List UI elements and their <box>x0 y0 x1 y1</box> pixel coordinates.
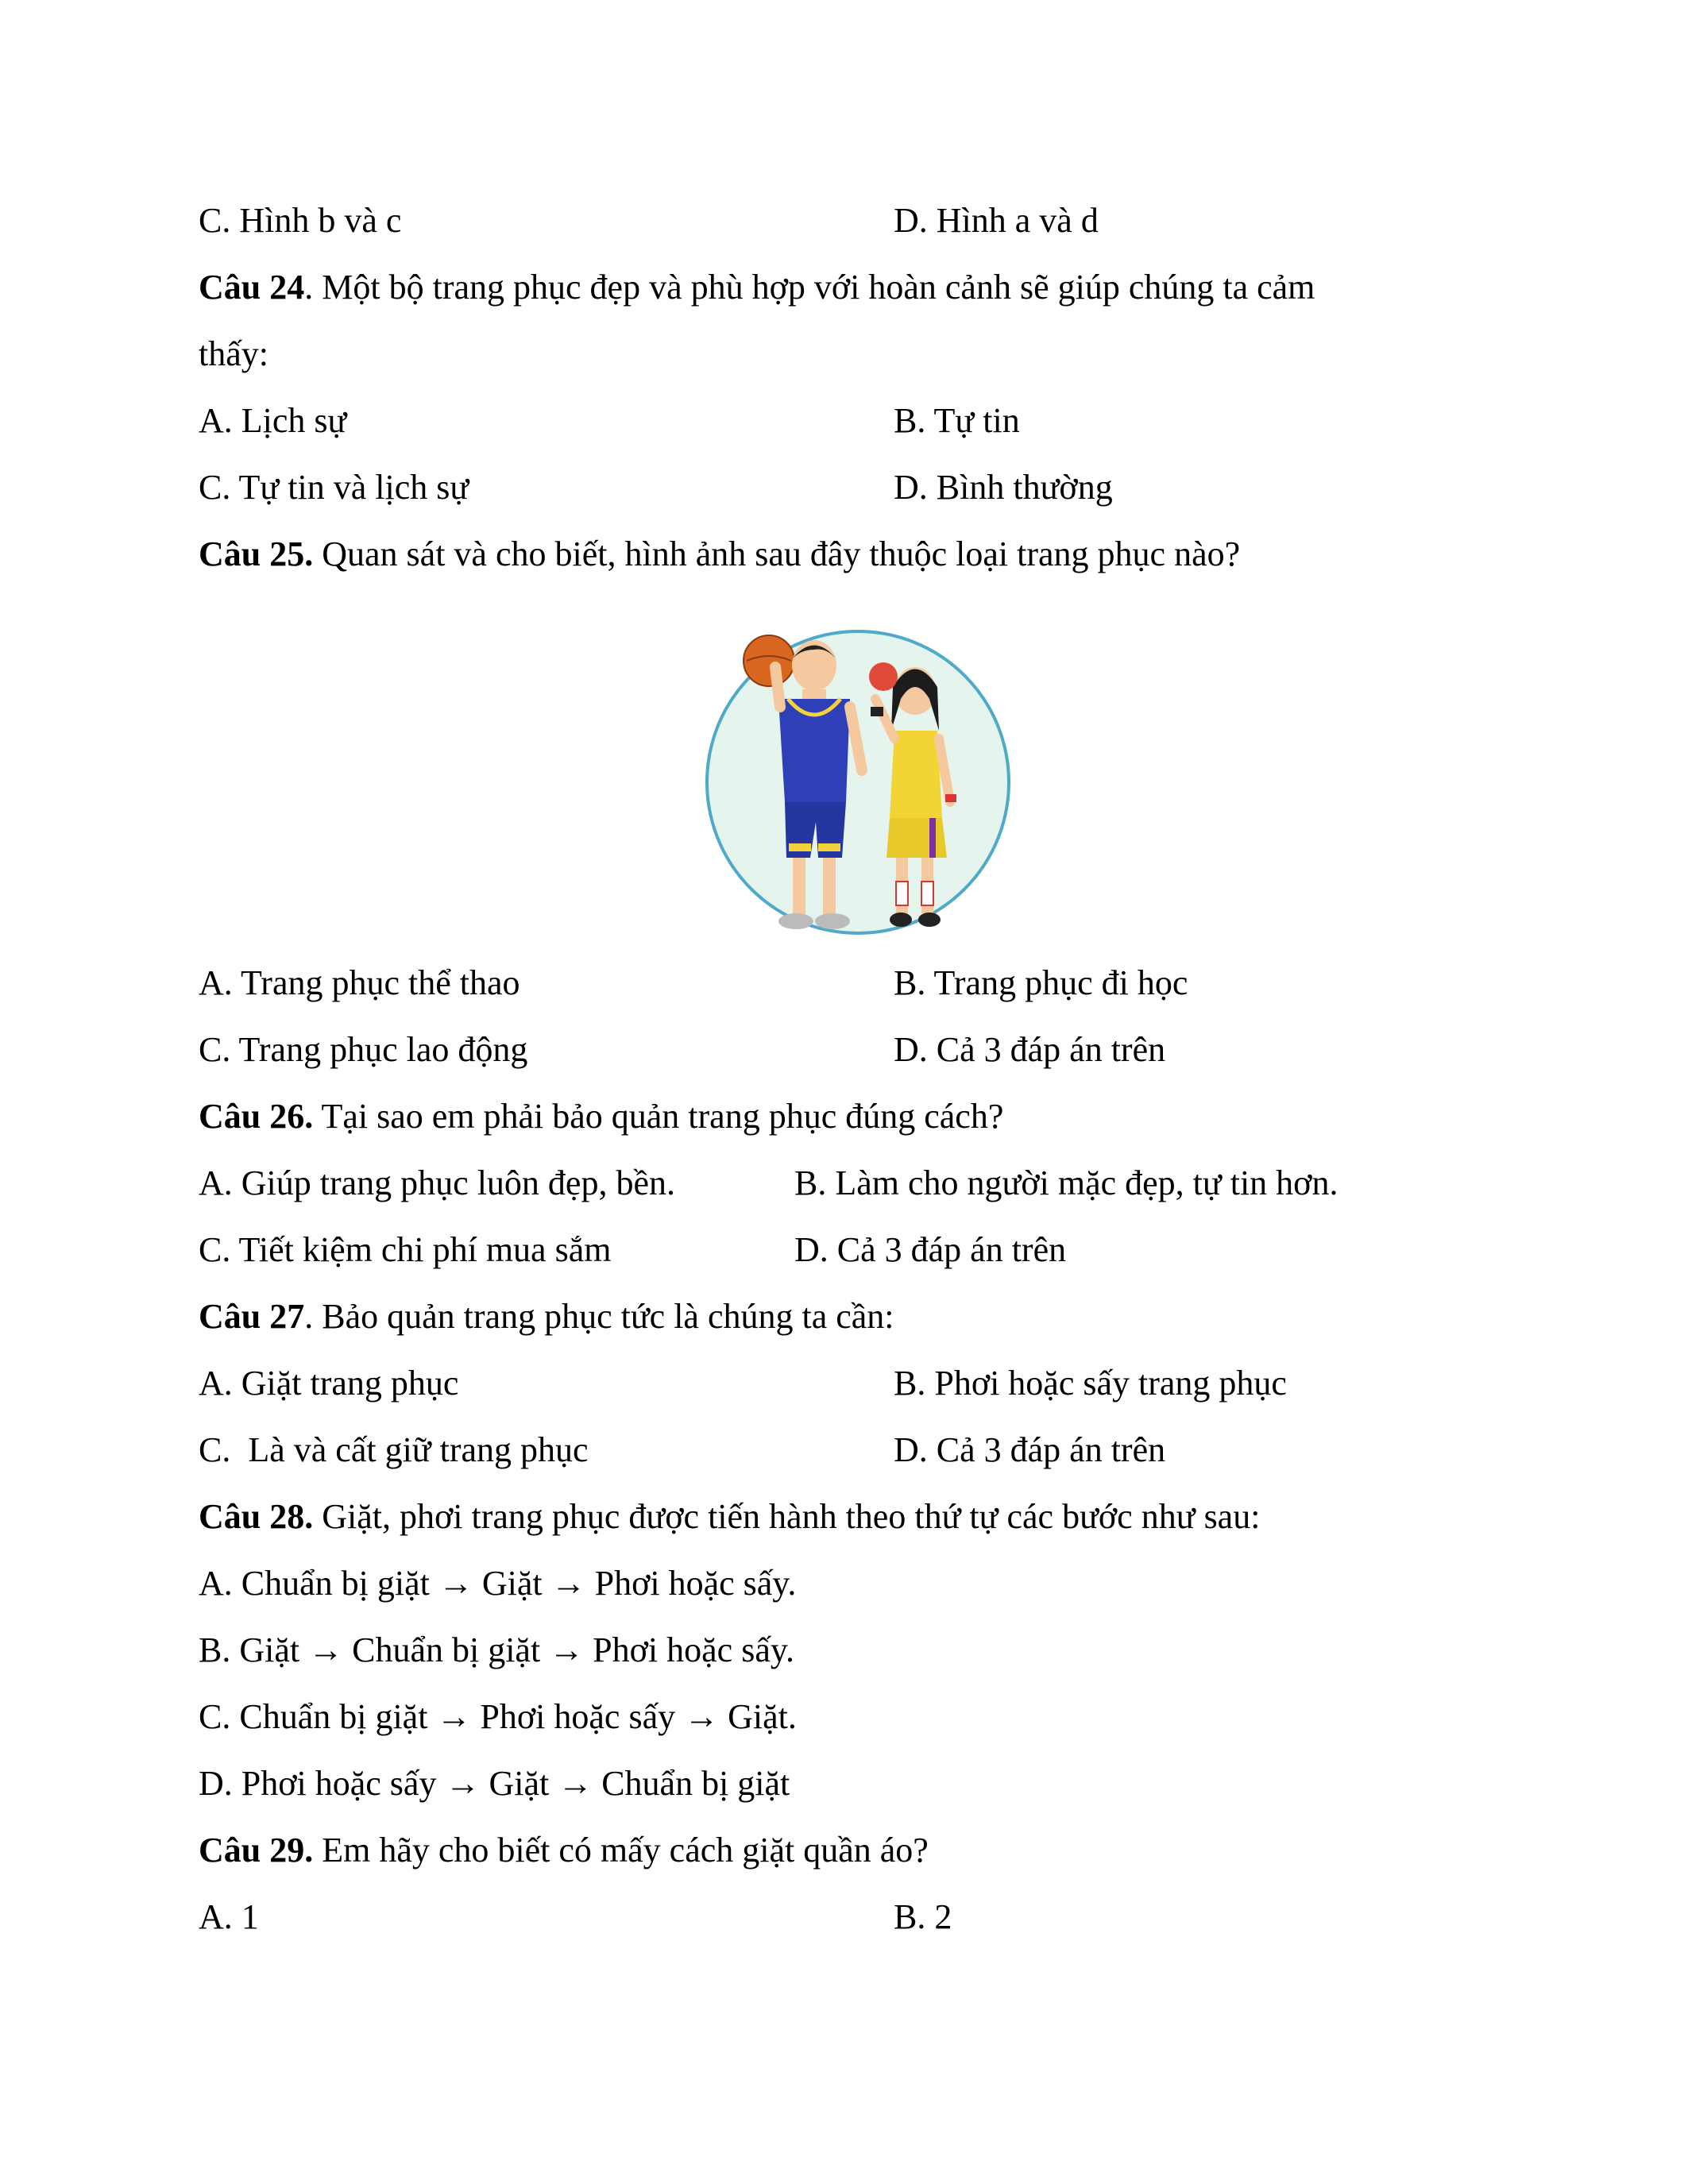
q26-option-b: B. Làm cho người mặc đẹp, tự tin hơn. <box>794 1163 1338 1202</box>
q29-question <box>199 1827 929 1874</box>
q25-row-cd <box>199 1026 1166 1074</box>
q25-option-c: C. Trang phục lao động <box>199 1030 528 1069</box>
q24-question <box>199 264 1315 311</box>
q25-label: Câu 25. <box>199 534 314 573</box>
q29-option-b: B. 2 <box>894 1897 952 1936</box>
q24-option-c: C. Tự tin và lịch sự <box>199 468 469 507</box>
q27-question <box>199 1293 894 1341</box>
q26-option-c: C. Tiết kiệm chi phí mua sắm <box>199 1230 612 1269</box>
q29-label: Câu 29. <box>199 1831 314 1870</box>
q24-text-1: . Một bộ trang phục đẹp và phù hợp với hoàn cảnh sẽ giúp chúng ta cảm <box>304 268 1315 307</box>
q23-option-c: C. Hình b và c <box>199 201 402 240</box>
q26-row-ab <box>199 1160 1338 1207</box>
q27-label: Câu 27 <box>199 1297 305 1336</box>
q28-question <box>199 1493 1260 1541</box>
q24-row-ab <box>199 397 1020 445</box>
q24-label: Câu 24 <box>199 268 305 307</box>
sportswear-icon <box>699 619 1017 945</box>
q28-option-a: A. Chuẩn bị giặt → Giặt → Phơi hoặc sấy. <box>199 1564 797 1603</box>
q27-row-ab <box>199 1360 1287 1407</box>
q25-row-ab <box>199 959 1188 1007</box>
q28-option-c: C. Chuẩn bị giặt → Phơi hoặc sấy → Giặt. <box>199 1697 797 1736</box>
q26-option-d: D. Cả 3 đáp án trên <box>794 1230 1067 1269</box>
q24-row-cd <box>199 464 1113 511</box>
q28-text: Giặt, phơi trang phục được tiến hành theo thứ tự các bước như sau: <box>313 1497 1261 1536</box>
q26-question <box>199 1093 1003 1140</box>
q24-option-b: B. Tự tin <box>894 401 1020 440</box>
q29-row-ab <box>199 1893 952 1941</box>
q27-option-c: C. Là và cất giữ trang phục <box>199 1430 589 1469</box>
q26-option-a: A. Giúp trang phục luôn đẹp, bền. <box>199 1163 675 1202</box>
q26-row-cd <box>199 1226 1067 1274</box>
q25-text: Quan sát và cho biết, hình ảnh sau đây thuộc loại trang phục nào? <box>313 534 1241 573</box>
q27-row-cd <box>199 1426 1166 1474</box>
q28-option-b: B. Giặt → Chuẩn bị giặt → Phơi hoặc sấy. <box>199 1630 794 1669</box>
q29-option-a: A. 1 <box>199 1897 259 1936</box>
q27-option-b: B. Phơi hoặc sấy trang phục <box>894 1364 1287 1403</box>
q25-question <box>199 531 1240 578</box>
q24-option-a: A. Lịch sự <box>199 401 347 440</box>
q25-option-b: B. Trang phục đi học <box>894 963 1188 1002</box>
q24-text-2: thấy: <box>199 334 268 373</box>
q25-option-d: D. Cả 3 đáp án trên <box>894 1030 1166 1069</box>
q28-label: Câu 28. <box>199 1497 314 1536</box>
q26-text: Tại sao em phải bảo quản trang phục đúng cách? <box>313 1097 1004 1136</box>
q23-row-cd <box>199 197 1099 245</box>
q25-option-a: A. Trang phục thể thao <box>199 963 520 1002</box>
q27-option-d: D. Cả 3 đáp án trên <box>894 1430 1166 1469</box>
q29-text: Em hãy cho biết có mấy cách giặt quần áo? <box>313 1831 929 1870</box>
q23-option-d: D. Hình a và d <box>894 201 1099 240</box>
q24-question-cont <box>199 330 268 378</box>
q27-option-a: A. Giặt trang phục <box>199 1364 459 1403</box>
q28-option-d: D. Phơi hoặc sấy → Giặt → Chuẩn bị giặt <box>199 1764 790 1803</box>
q26-label: Câu 26. <box>199 1097 314 1136</box>
q24-option-d: D. Bình thường <box>894 468 1113 507</box>
q27-text: . Bảo quản trang phục tức là chúng ta cần: <box>304 1297 894 1336</box>
sportswear-children-illustration <box>699 619 1017 945</box>
